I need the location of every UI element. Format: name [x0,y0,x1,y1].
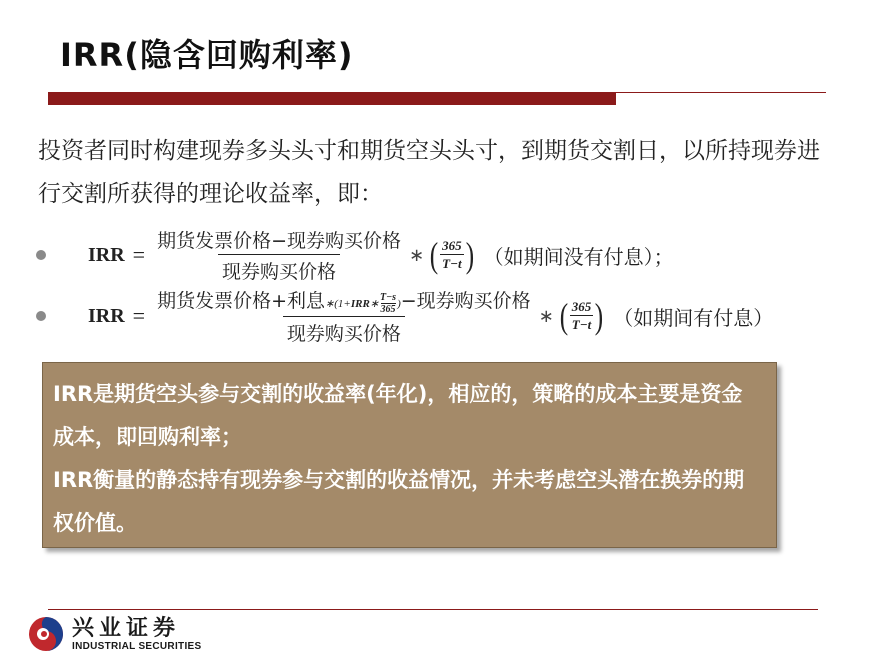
fraction-denominator: 现券购买价格 [218,254,340,284]
interest-compounding-term [325,292,401,315]
annualization-factor [428,237,476,273]
fraction-numerator: 期货发票价格−现券购买价格 [157,230,402,252]
paren-close: ) [595,296,604,336]
logo-english-name: INDUSTRIAL SECURITIES [72,640,202,652]
formula-lhs: IRR [88,304,125,327]
annualization-denominator: T−t [442,256,462,271]
summary-callout-box [42,362,777,548]
paren-open: ( [559,296,568,336]
slide-title: IRR(隐含回购利率) [60,36,354,74]
paren-close: ) [465,235,474,275]
annualization-fraction [440,238,464,272]
annualization-denominator: T−t [571,317,592,332]
numerator-purchase-price: −现券购买价格 [400,290,531,312]
title-underline-thin [616,92,826,93]
interest-fraction-denominator: 365 [380,304,396,315]
formula-lhs: IRR [88,243,125,266]
main-fraction [153,226,405,284]
formula-note: （如期间有付息） [613,305,774,330]
footer-divider [48,609,818,610]
annualization-factor [558,298,606,334]
annualization-numerator: 365 [571,299,592,314]
interest-close: ) [397,297,401,310]
multiply-sign: ∗ [538,305,554,327]
main-fraction [153,286,535,346]
company-logo [26,615,201,653]
formula-row-2 [36,286,773,346]
formula-row-1 [36,226,674,284]
paren-open: ( [429,235,439,275]
equals-sign: = [132,303,146,328]
logo-mark-icon [26,615,66,653]
numerator-invoice-interest: 期货发票价格+利息 [157,290,326,312]
logo-wordmark [72,617,201,652]
intro-paragraph: 投资者同时构建现券多头头寸和期货空头头寸，到期货交割日，以所持现券进行交割所获得的理论收益率，即： [38,138,820,207]
fraction-denominator: 现券购买价格 [283,316,405,346]
multiply-sign: ∗ [409,244,425,266]
bullet-icon [36,311,46,321]
summary-line-2: IRR衡量的静态持有现券参与交割的收益情况，并未考虑空头潜在换券的期权价值。 [53,468,745,535]
formula-note: （如期间没有付息）； [483,244,674,269]
interest-open: ∗(1+ [325,298,351,310]
bullet-icon [36,250,46,260]
fraction-numerator [153,286,535,316]
equals-sign: = [132,242,146,267]
logo-chinese-name: 兴业证券 [72,615,181,641]
interest-fraction-numerator: T−s [380,292,397,303]
summary-line-1: IRR是期货空头参与交割的收益率(年化)，相应的，策略的成本主要是资金成本，即回购利率； [53,382,743,449]
interest-times: ∗ [369,298,380,310]
annualization-fraction [570,299,594,333]
interest-fraction [380,292,396,315]
title-underline-bar [48,92,616,105]
annualization-numerator: 365 [442,238,462,253]
interest-irr: IRR [350,297,370,310]
